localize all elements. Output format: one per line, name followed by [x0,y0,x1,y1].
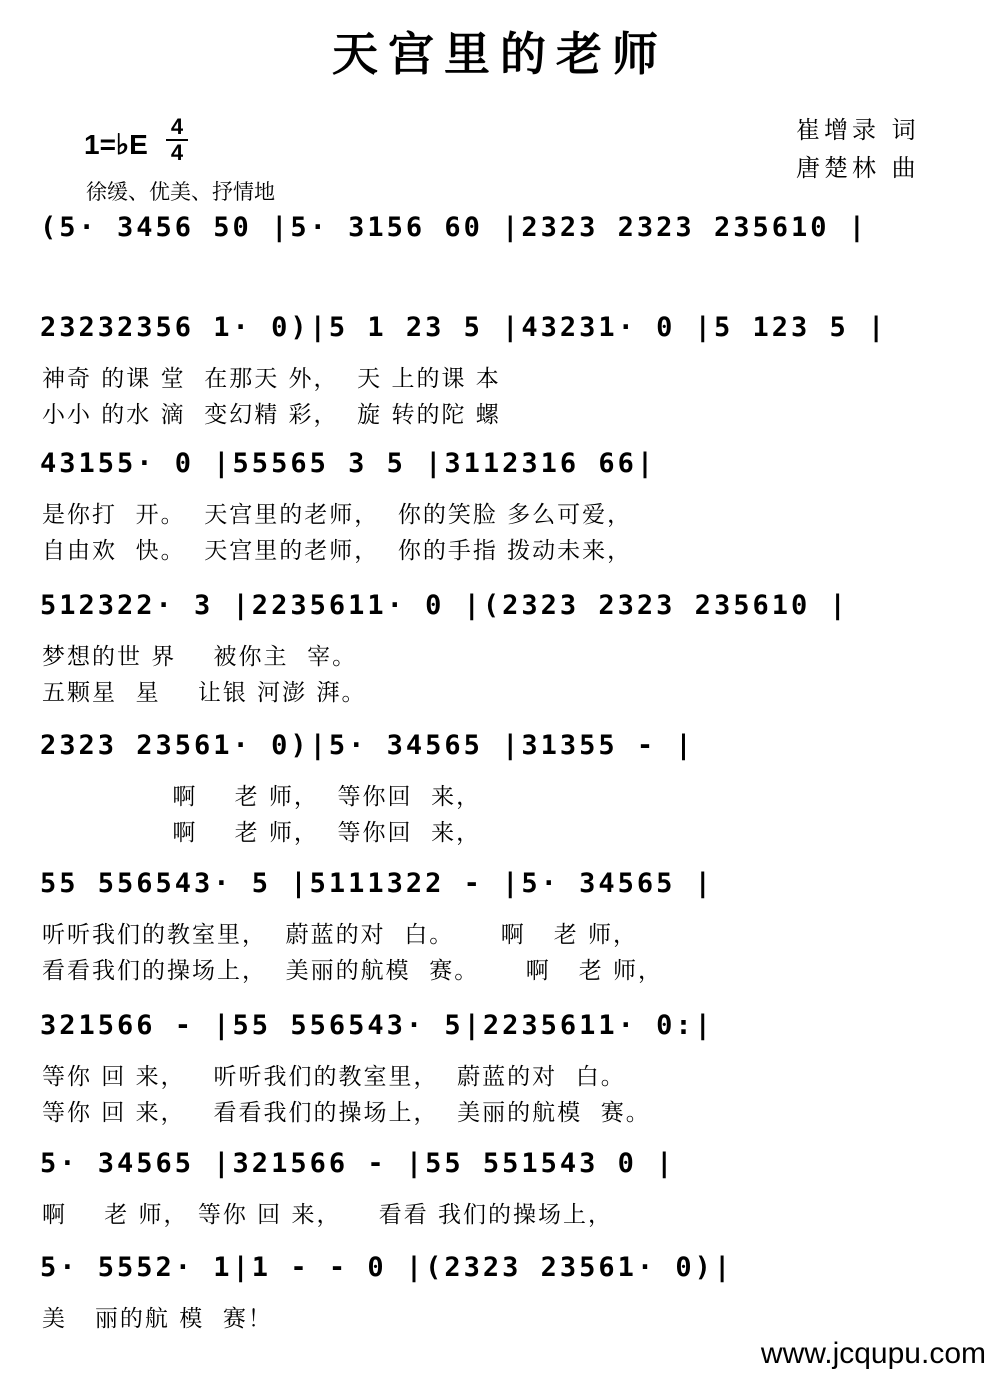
notation-line: 2323 23561· 0)|5· 34565 |31355 - | [40,730,695,761]
lyric-line: 等你 回 来， 听听我们的教室里， 蔚蓝的对 白。 [42,1064,626,1090]
lyric-line: 是你打 开。 天宫里的老师， 你的笑脸 多么可爱， [42,502,633,528]
lyric-line: 五颗星 星 让银 河澎 湃。 [42,680,367,706]
composer-credit: 唐楚林 曲 [796,154,920,182]
notation-line: 55 556543· 5 |5111322 - |5· 34565 | [40,868,714,899]
lyric-line: 看看我们的操场上， 美丽的航模 赛。 啊 老 师， [42,958,664,984]
notation-line: 5· 34565 |321566 - |55 551543 0 | [40,1148,676,1179]
notation-line: 512322· 3 |2235611· 0 |(2323 2323 235610 | [40,590,849,621]
lyricist-credit: 崔增录 词 [796,116,920,144]
notation-line: 23232356 1· 0)|5 1 23 5 |43231· 0 |5 123 5 | [40,312,888,343]
lyric-line: 听听我们的教室里， 蔚蓝的对 白。 啊 老 师， [42,922,639,948]
notation-line: 5· 5552· 1|1 - - 0 |(2323 23561· 0)| [40,1252,734,1283]
lyric-line: 美 丽的航 模 赛！ [42,1306,273,1332]
lyric-line: 神奇 的课 堂 在那天 外， 天 上的课 本 [42,366,501,392]
tempo-marking: 徐缓、优美、抒情地 [86,180,275,204]
time-numerator: 4 [170,114,184,139]
lyric-line: 小小 的水 滴 变幻精 彩， 旋 转的陀 螺 [42,402,501,428]
notation-line: (5· 3456 50 |5· 3156 60 |2323 2323 235610 | [40,212,868,243]
time-signature [166,116,188,164]
lyric-line: 自由欢 快。 天宫里的老师， 你的手指 拨动未来， [42,538,633,564]
key-signature: 1=♭E [84,129,148,160]
lyric-line: 等你 回 来， 看看我们的操场上， 美丽的航模 赛。 [42,1100,651,1126]
lyric-line: 梦想的世 界 被你主 宰。 [42,644,358,670]
lyric-line: 啊 老 师， 等你 回 来， 看看 我们的操场上， [42,1202,614,1228]
song-title: 天宫里的老师 [332,27,668,81]
lyric-line: 啊 老 师， 等你回 来， [42,820,482,846]
notation-line: 43155· 0 |55565 3 5 |3112316 66| [40,448,657,479]
website-watermark: www.jcqupu.com [760,1337,986,1370]
notation-line: 321566 - |55 556543· 5|2235611· 0:| [40,1010,714,1041]
time-denominator: 4 [170,140,184,165]
lyric-line: 啊 老 师， 等你回 来， [42,784,482,810]
